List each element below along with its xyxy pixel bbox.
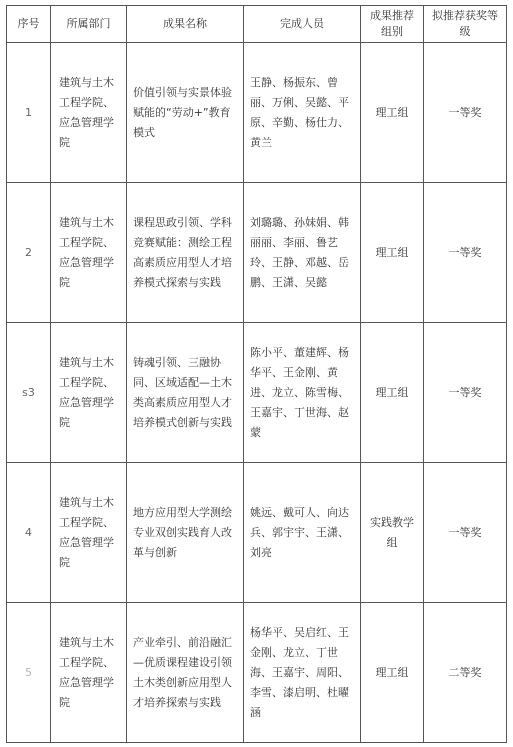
row-group: 实践教学组 (361, 463, 424, 603)
row-achievement-title: 产业牵引、前沿融汇—优质课程建设引领土木类创新应用型人才培养探索与实践 (127, 603, 244, 743)
row-number: s3 (7, 323, 51, 463)
row-department: 建筑与土木工程学院、应急管理学院 (51, 603, 127, 743)
row-members: 刘璐璐、孙妹娟、韩丽丽、李丽、鲁艺玲、王静、邓越、岳鹏、王潇、吴懿 (244, 183, 361, 323)
row-department: 建筑与土木工程学院、应急管理学院 (51, 323, 127, 463)
header-award: 拟推荐获奖等级 (424, 6, 507, 43)
table-row (7, 183, 507, 323)
header-dept: 所属部门 (51, 6, 127, 43)
header-row (7, 6, 507, 43)
row-department: 建筑与土木工程学院、应急管理学院 (51, 183, 127, 323)
row-achievement-title: 地方应用型大学测绘专业双创实践育人改革与创新 (127, 463, 244, 603)
row-members: 杨华平、吴启红、王金刚、龙立、丁世海、王嘉宇、周阳、李雪、漆启明、杜曜涵 (244, 603, 361, 743)
results-table (6, 5, 507, 743)
header-title: 成果名称 (127, 6, 244, 43)
row-award: 一等奖 (424, 183, 507, 323)
table-row (7, 603, 507, 743)
header-group: 成果推荐组别 (361, 6, 424, 43)
row-award: 一等奖 (424, 43, 507, 183)
row-group: 理工组 (361, 43, 424, 183)
table-row (7, 43, 507, 183)
row-members: 姚远、戴可人、向达兵、郭宇宇、王潇、刘亮 (244, 463, 361, 603)
row-number: 2 (7, 183, 51, 323)
row-achievement-title: 课程思政引领、学科竞赛赋能：测绘工程高素质应用型人才培养模式探索与实践 (127, 183, 244, 323)
header-no: 序号 (7, 6, 51, 43)
row-award: 一等奖 (424, 323, 507, 463)
row-number: 5 (7, 603, 51, 743)
row-achievement-title: 价值引领与实景体验赋能的“劳动+”教育模式 (127, 43, 244, 183)
row-number: 1 (7, 43, 51, 183)
row-group: 理工组 (361, 183, 424, 323)
row-department: 建筑与土木工程学院、应急管理学院 (51, 43, 127, 183)
row-members: 陈小平、董建辉、杨华平、王金刚、黄进、龙立、陈雪梅、王嘉宇、丁世海、赵蒙 (244, 323, 361, 463)
row-award: 一等奖 (424, 463, 507, 603)
row-group: 理工组 (361, 323, 424, 463)
row-department: 建筑与土木工程学院、应急管理学院 (51, 463, 127, 603)
row-number: 4 (7, 463, 51, 603)
table-row (7, 323, 507, 463)
row-achievement-title: 铸魂引领、三融协同、区域适配—土木类高素质应用型人才培养模式创新与实践 (127, 323, 244, 463)
header-members: 完成人员 (244, 6, 361, 43)
table-row (7, 463, 507, 603)
row-group: 理工组 (361, 603, 424, 743)
row-members: 王静、杨振东、曾丽、万俐、吴懿、平原、辛勤、杨仕力、黄兰 (244, 43, 361, 183)
row-award: 二等奖 (424, 603, 507, 743)
